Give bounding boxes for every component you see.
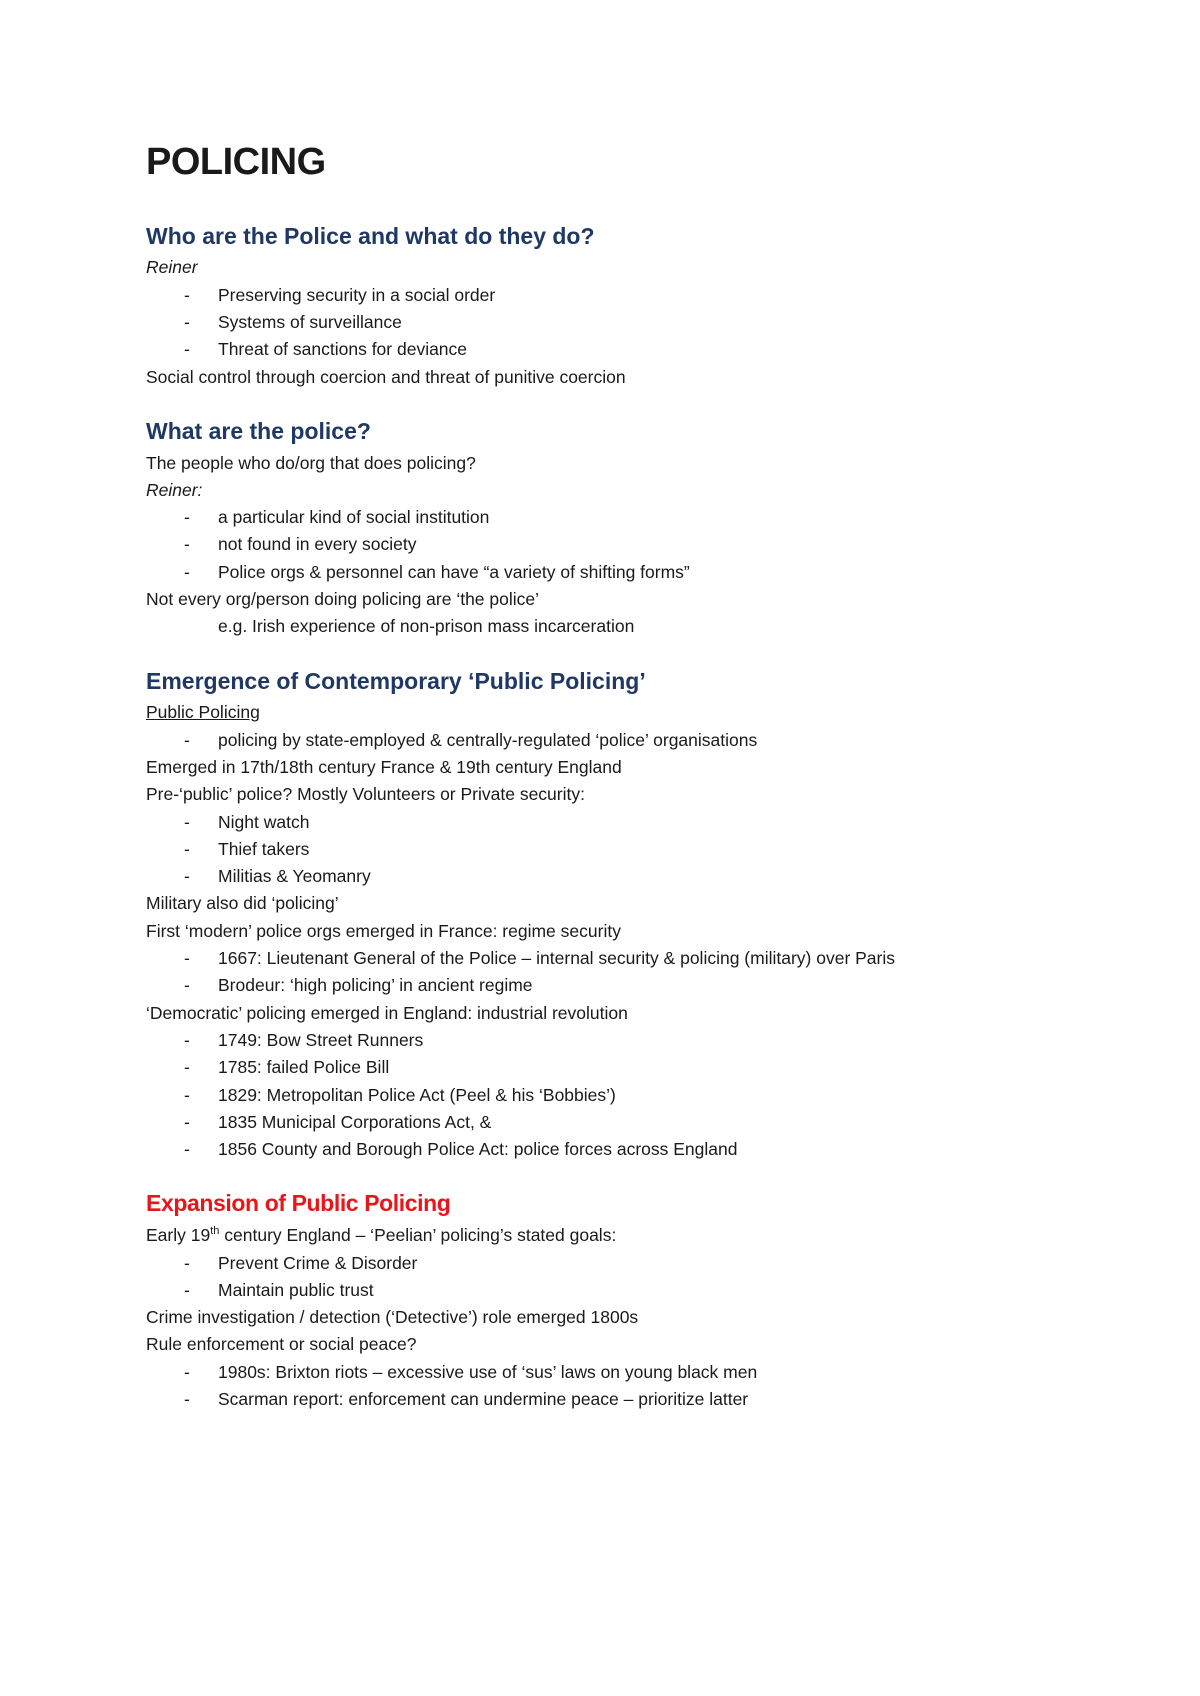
bullet-dash-icon: - <box>184 811 190 832</box>
bullet-dash-icon: - <box>184 975 190 996</box>
bullet-text: Thief takers <box>218 838 310 859</box>
section <box>146 417 1096 641</box>
bullet-text: Prevent Crime & Disorder <box>218 1252 418 1273</box>
bullet-text: Threat of sanctions for deviance <box>218 339 468 360</box>
bullet-item <box>146 531 1096 558</box>
bullet-dash-icon: - <box>184 561 190 582</box>
bullet-dash-icon: - <box>184 1388 190 1409</box>
section-heading: Emergence of Contemporary ‘Public Policing’ <box>146 667 646 694</box>
bullet-text: 1856 County and Borough Police Act: police forces across England <box>218 1139 738 1160</box>
author-label: Reiner <box>146 257 198 278</box>
bullet-item <box>146 559 1096 586</box>
bullet-dash-icon: - <box>184 1111 190 1132</box>
bullet-item <box>146 1359 1096 1386</box>
bullet-text: Brodeur: ‘high policing’ in ancient regime <box>218 975 533 996</box>
bullet-item <box>146 1386 1096 1413</box>
document-page <box>146 140 1096 1413</box>
bullet-dash-icon: - <box>184 838 190 859</box>
bullet-text: 1835 Municipal Corporations Act, & <box>218 1111 492 1132</box>
bullet-dash-icon: - <box>184 1084 190 1105</box>
text-line: ‘Democratic’ policing emerged in England: industrial revolution <box>146 1002 628 1023</box>
text-line: The people who do/org that does policing? <box>146 452 476 473</box>
bullet-item <box>146 504 1096 531</box>
bullet-dash-icon: - <box>184 1279 190 1300</box>
bullet-item <box>146 727 1096 754</box>
bullet-item <box>146 972 1096 999</box>
bullet-text: 1829: Metropolitan Police Act (Peel & his ‘Bobbies’) <box>218 1084 616 1105</box>
text-line: Not every org/person doing policing are ‘the police’ <box>146 589 540 610</box>
section-heading: What are the police? <box>146 417 371 444</box>
bullet-text: Maintain public trust <box>218 1279 374 1300</box>
bullet-dash-icon: - <box>184 1139 190 1160</box>
document-title: POLICING <box>146 141 326 183</box>
bullet-dash-icon: - <box>184 1252 190 1273</box>
superscript: th <box>210 1225 220 1238</box>
text-line: Military also did ‘policing’ <box>146 893 339 914</box>
section <box>146 1189 1096 1413</box>
example-line: e.g. Irish experience of non-prison mass incarceration <box>218 616 635 637</box>
bullet-dash-icon: - <box>184 1057 190 1078</box>
bullet-item <box>146 336 1096 363</box>
bullet-text: Night watch <box>218 811 310 832</box>
author-label: Reiner: <box>146 479 203 500</box>
section <box>146 667 1096 1164</box>
bullet-dash-icon: - <box>184 507 190 528</box>
text-after-superscript: century England – ‘Peelian’ policing’s stated goals: <box>219 1225 617 1246</box>
bullet-text: Preserving security in a social order <box>218 284 496 305</box>
bullet-text: Militias & Yeomanry <box>218 866 371 887</box>
bullet-text: Police orgs & personnel can have “a variety of shifting forms” <box>218 561 690 582</box>
bullet-text: 1980s: Brixton riots – excessive use of ‘sus’ laws on young black men <box>218 1361 758 1382</box>
bullet-item <box>146 1250 1096 1277</box>
bullet-text: not found in every society <box>218 534 417 555</box>
text-line: First ‘modern’ police orgs emerged in France: regime security <box>146 920 621 941</box>
bullet-item <box>146 1277 1096 1304</box>
bullet-dash-icon: - <box>184 866 190 887</box>
subheading-underlined: Public Policing <box>146 702 260 723</box>
bullet-dash-icon: - <box>184 729 190 750</box>
bullet-text: 1785: failed Police Bill <box>218 1057 390 1078</box>
bullet-dash-icon: - <box>184 311 190 332</box>
bullet-item <box>146 1027 1096 1054</box>
bullet-dash-icon: - <box>184 534 190 555</box>
bullet-text: a particular kind of social institution <box>218 507 490 528</box>
bullet-item <box>146 1082 1096 1109</box>
bullet-text: policing by state-employed & centrally-regulated ‘police’ organisations <box>218 729 758 750</box>
section-heading: Who are the Police and what do they do? <box>146 222 595 249</box>
bullet-dash-icon: - <box>184 1029 190 1050</box>
bullet-text: 1667: Lieutenant General of the Police – internal security & policing (military) over Paris <box>218 948 896 969</box>
bullet-item <box>146 945 1096 972</box>
bullet-item <box>146 863 1096 890</box>
document-body <box>146 222 1096 1414</box>
bullet-text: Scarman report: enforcement can undermine peace – prioritize latter <box>218 1388 749 1409</box>
text-before-superscript: Early 19 <box>146 1225 211 1246</box>
bullet-item <box>146 1054 1096 1081</box>
bullet-item <box>146 1109 1096 1136</box>
text-line <box>146 1222 1096 1249</box>
text-line: Rule enforcement or social peace? <box>146 1334 417 1355</box>
bullet-item <box>146 309 1096 336</box>
bullet-item <box>146 809 1096 836</box>
bullet-dash-icon: - <box>184 284 190 305</box>
text-line: Emerged in 17th/18th century France & 19th century England <box>146 757 622 777</box>
bullet-item <box>146 1136 1096 1163</box>
bullet-text: Systems of surveillance <box>218 311 402 332</box>
bullet-dash-icon: - <box>184 948 190 969</box>
text-line: Crime investigation / detection (‘Detective’) role emerged 1800s <box>146 1307 639 1328</box>
bullet-item <box>146 836 1096 863</box>
section <box>146 222 1096 391</box>
text-line: Social control through coercion and threat of punitive coercion <box>146 366 626 387</box>
text-line: Pre-‘public’ police? Mostly Volunteers or Private security: <box>146 784 585 805</box>
bullet-item <box>146 282 1096 309</box>
section-heading: Expansion of Public Policing <box>146 1190 451 1217</box>
bullet-text: 1749: Bow Street Runners <box>218 1029 424 1050</box>
bullet-dash-icon: - <box>184 339 190 360</box>
bullet-dash-icon: - <box>184 1361 190 1382</box>
